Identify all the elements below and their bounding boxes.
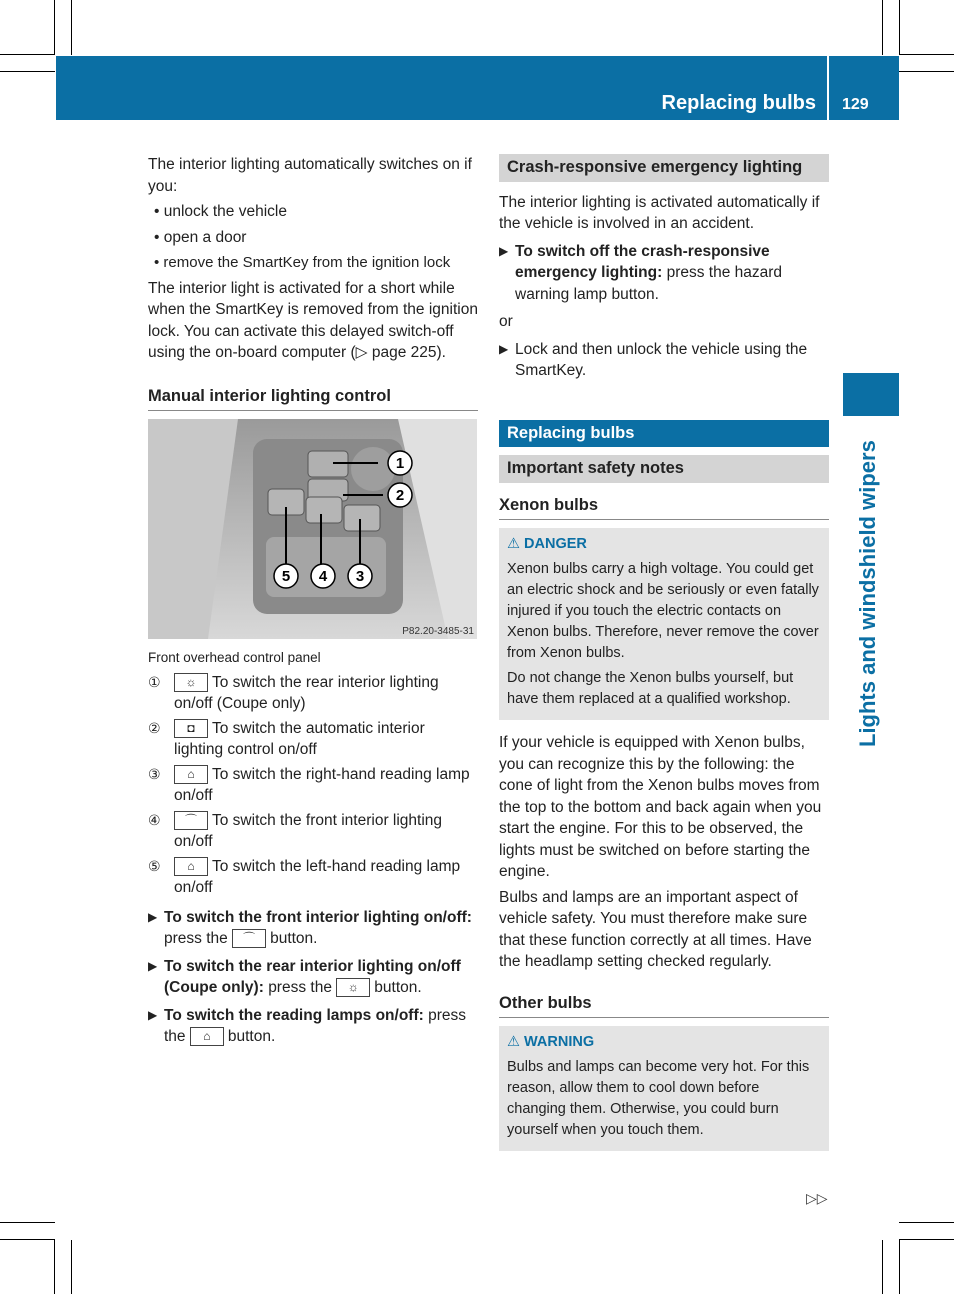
instruction-step: ▶ To switch the rear interior lighting on/off (Coupe only): press the ☼ button. xyxy=(148,956,478,999)
callout-label: 5 xyxy=(281,568,291,585)
crop-mark xyxy=(899,1239,954,1240)
reading-lamp-icon: ⌂ xyxy=(174,765,208,784)
crop-mark xyxy=(0,1222,55,1223)
xenon-heading: Xenon bulbs xyxy=(499,495,829,521)
legend-item: ④ ⌒ To switch the front interior lighting on/off xyxy=(148,811,443,850)
step-arrow-icon: ▶ xyxy=(148,909,158,924)
or-text: or xyxy=(499,313,513,330)
crop-mark xyxy=(54,0,55,55)
crop-mark xyxy=(899,54,954,55)
xenon-paragraph: Bulbs and lamps are an important aspect of vehicle safety. You must therefore make sure that these function correctly at all times. Have the headlamp setting checked regularly. xyxy=(499,888,812,970)
warning-box xyxy=(499,1026,829,1151)
callout-label: 3 xyxy=(355,568,365,585)
rear-light-icon: ☼ xyxy=(336,978,370,997)
overhead-panel-figure xyxy=(148,419,477,639)
step-arrow-icon: ▶ xyxy=(148,958,158,973)
crop-mark xyxy=(0,54,55,55)
page-header xyxy=(56,56,899,120)
list-item: • remove the SmartKey from the ignition lock xyxy=(154,254,451,271)
danger-text: Xenon bulbs carry a high voltage. You could get an electric shock and be seriously or even fatally injured if you touch the electric contacts on Xenon bulbs. Therefore, never remove the cover from Xenon bulbs. xyxy=(507,561,819,661)
step-arrow-icon: ▶ xyxy=(499,243,509,258)
legend-item: ⑤ ⌂ To switch the left-hand reading lamp on/off xyxy=(148,857,461,896)
crash-paragraph: The interior lighting is activated automatically if the vehicle is involved in an accident. xyxy=(499,193,820,232)
step-arrow-icon: ▶ xyxy=(499,341,509,356)
figure-caption: Front overhead control panel xyxy=(148,650,321,665)
crop-mark xyxy=(54,1240,55,1294)
danger-box xyxy=(499,528,829,720)
side-tab xyxy=(843,427,899,747)
left-column xyxy=(148,154,478,1054)
section-heading: Manual interior lighting control xyxy=(148,386,478,412)
crop-mark xyxy=(71,1240,72,1294)
crop-mark xyxy=(899,1240,900,1294)
step-arrow-icon: ▶ xyxy=(148,1007,158,1022)
warning-label: ⚠ WARNING xyxy=(507,1034,595,1050)
crop-mark xyxy=(71,0,72,55)
crop-mark xyxy=(899,71,954,72)
figure-ref: P82.20-3485-31 xyxy=(402,626,474,637)
instruction-step: ▶ Lock and then unlock the vehicle using the SmartKey. xyxy=(499,339,829,382)
warning-text: Bulbs and lamps can become very hot. For this reason, allow them to cool down before changing them. Otherwise, you could burn yourself when you touch them. xyxy=(507,1059,810,1138)
crop-mark xyxy=(882,0,883,55)
instruction-step: ▶ To switch the front interior lighting on/off: press the ⌒ button. xyxy=(148,907,478,950)
page-number: 129 xyxy=(842,96,869,113)
overhead-panel-illustration xyxy=(148,419,477,639)
continued-marker: ▷▷ xyxy=(806,1190,828,1206)
section-heading: Crash-responsive emergency lighting xyxy=(499,154,829,182)
subsection-heading: Important safety notes xyxy=(499,455,829,483)
delay-paragraph: The interior light is activated for a short while when the SmartKey is removed from the ignition lock. You can activate this delayed switch-off using the on-board computer (▷ page 225). xyxy=(148,279,478,361)
list-item: • unlock the vehicle xyxy=(154,203,287,220)
side-tab-marker xyxy=(843,373,899,416)
front-light-icon: ⌒ xyxy=(232,929,266,948)
crop-mark xyxy=(0,71,55,72)
legend-item: ① ☼ To switch the rear interior lighting on/off (Coupe only) xyxy=(148,673,439,712)
instruction-step: ▶ To switch the reading lamps on/off: press the ⌂ button. xyxy=(148,1005,478,1048)
header-divider xyxy=(827,56,829,120)
callout-label: 1 xyxy=(395,455,405,472)
auto-light-icon: ◘ xyxy=(174,719,208,738)
other-bulbs-heading: Other bulbs xyxy=(499,993,829,1019)
legend-item: ③ ⌂ To switch the right-hand reading lamp on/off xyxy=(148,765,470,804)
crop-mark xyxy=(0,1239,55,1240)
section-heading: Replacing bulbs xyxy=(499,420,829,448)
front-light-icon: ⌒ xyxy=(174,811,208,830)
warning-triangle-icon: ⚠ xyxy=(507,1034,520,1050)
xenon-paragraph: If your vehicle is equipped with Xenon bulbs, you can recognize this by the following: the cone of light from the Xenon bulbs moves from the top to the bottom and back again when you start the engine. For this to be observed, the lights must be switched on before starting the engine. xyxy=(499,734,822,880)
crop-mark xyxy=(899,1222,954,1223)
reading-lamp-icon: ⌂ xyxy=(174,857,208,876)
list-item: • open a door xyxy=(154,228,247,246)
section-title: Replacing bulbs xyxy=(661,92,816,114)
legend-item: ② ◘ To switch the automatic interior lighting control on/off xyxy=(148,719,425,758)
crop-mark xyxy=(882,1240,883,1294)
rear-light-icon: ☼ xyxy=(174,673,208,692)
intro-paragraph: The interior lighting automatically switches on if you: xyxy=(148,156,472,195)
warning-triangle-icon: ⚠ xyxy=(507,536,520,552)
reading-lamp-icon: ⌂ xyxy=(190,1027,224,1046)
danger-label: ⚠ DANGER xyxy=(507,536,587,552)
danger-text: Do not change the Xenon bulbs yourself, but have them replaced at a qualified workshop. xyxy=(507,670,794,707)
callout-label: 2 xyxy=(395,487,405,504)
instruction-step: ▶ To switch off the crash-responsive emergency lighting: press the hazard warning lamp button. xyxy=(499,241,829,306)
callout-label: 4 xyxy=(318,568,328,585)
side-tab-label: Lights and windshield wipers xyxy=(855,440,880,747)
crop-mark xyxy=(899,0,900,55)
right-column xyxy=(499,154,829,1151)
